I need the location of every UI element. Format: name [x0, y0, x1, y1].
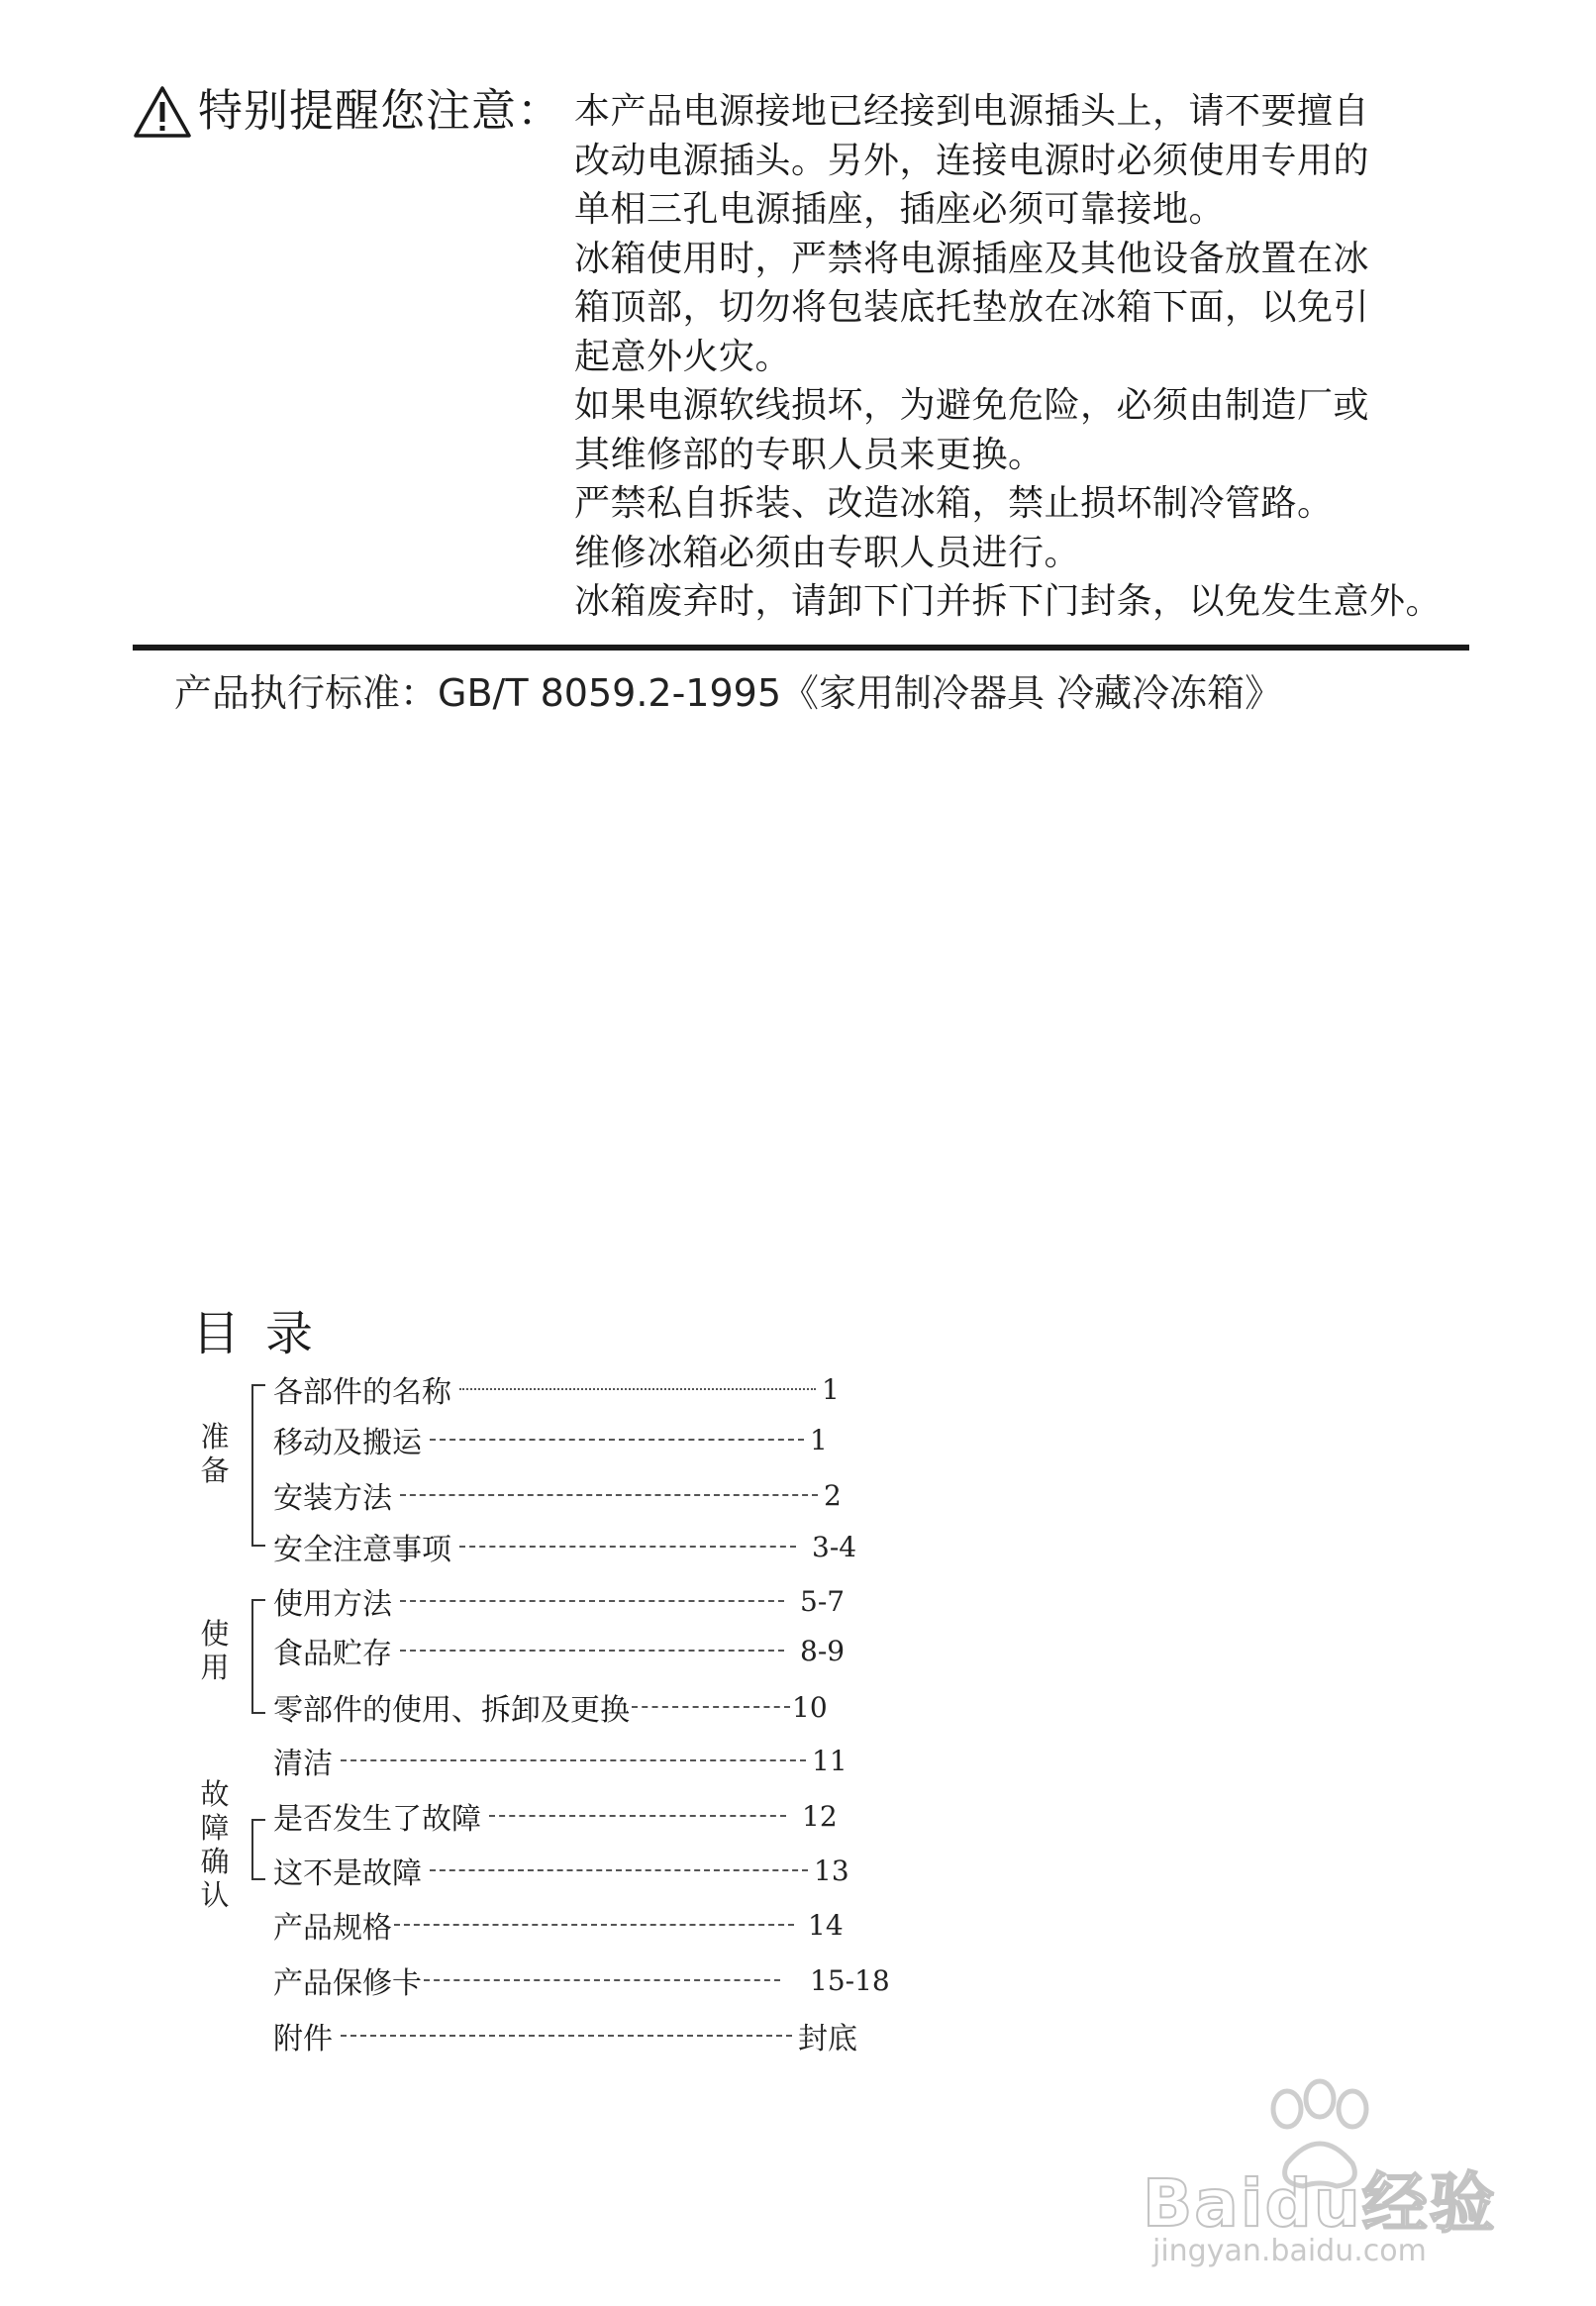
- toc-leader: [459, 1546, 796, 1548]
- toc-entry[interactable]: [273, 1794, 927, 1838]
- toc-leader: [430, 1439, 804, 1441]
- toc-group-bracket: [251, 1819, 265, 1880]
- warning-line: 其维修部的专职人员来更换。: [574, 434, 1045, 475]
- product-standard: 产品执行标准：GB/T 8059.2-1995《家用制冷器具 冷藏冷冻箱》: [174, 671, 1283, 715]
- toc-entry[interactable]: [273, 2014, 927, 2057]
- toc-entry-page: 封底: [798, 2022, 857, 2056]
- warning-line: 本产品电源接地已经接到电源插头上，请不要擅自: [574, 91, 1370, 132]
- warning-line: 箱顶部，切勿将包装底托垫放在冰箱下面，以免引: [574, 287, 1370, 328]
- toc-entry-page: 15-18: [810, 1963, 890, 1997]
- toc-entry-label: 是否发生了故障: [273, 1802, 481, 1837]
- toc-entry-label: 零部件的使用、拆卸及更换: [273, 1693, 630, 1728]
- section-divider: [133, 645, 1469, 651]
- toc-entry[interactable]: [273, 1685, 927, 1729]
- toc-entry[interactable]: [273, 1579, 927, 1623]
- warning-line: 冰箱废弃时，请卸下门并拆下门封条，以免发生意外。: [574, 581, 1443, 622]
- toc-leader: [341, 2035, 792, 2037]
- toc-leader: [632, 1706, 790, 1708]
- warning-line: 严禁私自拆装、改造冰箱，禁止损坏制冷管路。: [574, 483, 1334, 524]
- toc-leader: [424, 1979, 780, 1981]
- toc-entry[interactable]: [273, 1629, 927, 1672]
- toc-leader: [400, 1650, 784, 1652]
- toc-entry[interactable]: [273, 1903, 927, 1947]
- toc-group-label-use: 使用: [200, 1617, 230, 1684]
- toc-entry[interactable]: [273, 1849, 927, 1892]
- toc-entry-page: 14: [808, 1908, 844, 1942]
- toc-leader: [430, 1869, 808, 1871]
- warning-heading: 特别提醒您注意：: [198, 84, 563, 137]
- toc-entry-label: 安全注意事项: [273, 1533, 451, 1567]
- toc-entry-page: 8-9: [800, 1634, 846, 1667]
- toc-group-label-troubleshoot: 故障确认: [200, 1777, 230, 1912]
- toc-entry-label: 产品规格: [273, 1911, 392, 1946]
- toc-entry[interactable]: [273, 1739, 927, 1782]
- toc-entry-label: 附件: [273, 2022, 333, 2056]
- watermark-brand: Baidu经验: [1143, 2165, 1497, 2242]
- warning-line: 维修冰箱必须由专职人员进行。: [574, 532, 1081, 573]
- warning-line: 起意外火灾。: [574, 336, 792, 377]
- toc-entry[interactable]: [273, 1418, 927, 1461]
- warning-line: 改动电源插头。另外，连接电源时必须使用专用的: [574, 140, 1370, 181]
- toc-entry-label: 使用方法: [273, 1587, 392, 1622]
- toc-leader: [400, 1494, 818, 1496]
- toc-group-bracket: [251, 1599, 265, 1714]
- toc-entry-label: 移动及搬运: [273, 1426, 422, 1460]
- toc-group-bracket: [251, 1384, 265, 1547]
- toc-leader: [489, 1815, 786, 1817]
- baidu-jingyan-watermark: [1139, 2069, 1515, 2277]
- warning-line: 单相三孔电源插座，插座必须可靠接地。: [574, 189, 1226, 230]
- warning-line: 如果电源软线损坏，为避免危险，必须由制造厂或: [574, 385, 1370, 426]
- toc-entry-label: 清洁: [273, 1747, 333, 1781]
- toc-entry-page: 1: [822, 1372, 840, 1406]
- toc-title: 目录: [192, 1306, 340, 1361]
- warning-body: [574, 87, 1574, 627]
- toc-entry-label: 安装方法: [273, 1481, 392, 1516]
- toc-entry-page: 12: [802, 1799, 838, 1833]
- toc-group-label-prepare: 准备: [200, 1420, 230, 1487]
- toc-entry-page: 13: [814, 1854, 849, 1887]
- toc-leader: [459, 1388, 816, 1390]
- toc-entry-label: 这不是故障: [273, 1856, 422, 1891]
- watermark-url: jingyan.baidu.com: [1152, 2234, 1427, 2268]
- toc-entry-page: 2: [824, 1478, 842, 1512]
- toc-entry[interactable]: [273, 1473, 927, 1517]
- toc-entry-label: 食品贮存: [273, 1637, 392, 1671]
- toc-entry-page: 3-4: [812, 1530, 857, 1563]
- toc-leader: [394, 1924, 794, 1926]
- toc-entry-page: 1: [810, 1423, 828, 1456]
- warning-triangle-icon: [133, 85, 192, 139]
- toc-entry-page: 10: [792, 1690, 828, 1724]
- warning-line: 冰箱使用时，严禁将电源插座及其他设备放置在冰: [574, 238, 1370, 279]
- toc-entry-label: 产品保修卡: [273, 1966, 422, 2001]
- toc-leader: [400, 1600, 784, 1602]
- toc-entry-label: 各部件的名称: [273, 1375, 451, 1410]
- toc-entry-page: 5-7: [800, 1584, 846, 1618]
- toc-entry[interactable]: [273, 1525, 927, 1568]
- toc-entry[interactable]: [273, 1367, 927, 1411]
- toc-entry[interactable]: [273, 1958, 927, 2002]
- toc-entry-page: 11: [812, 1744, 848, 1777]
- toc-leader: [341, 1759, 806, 1761]
